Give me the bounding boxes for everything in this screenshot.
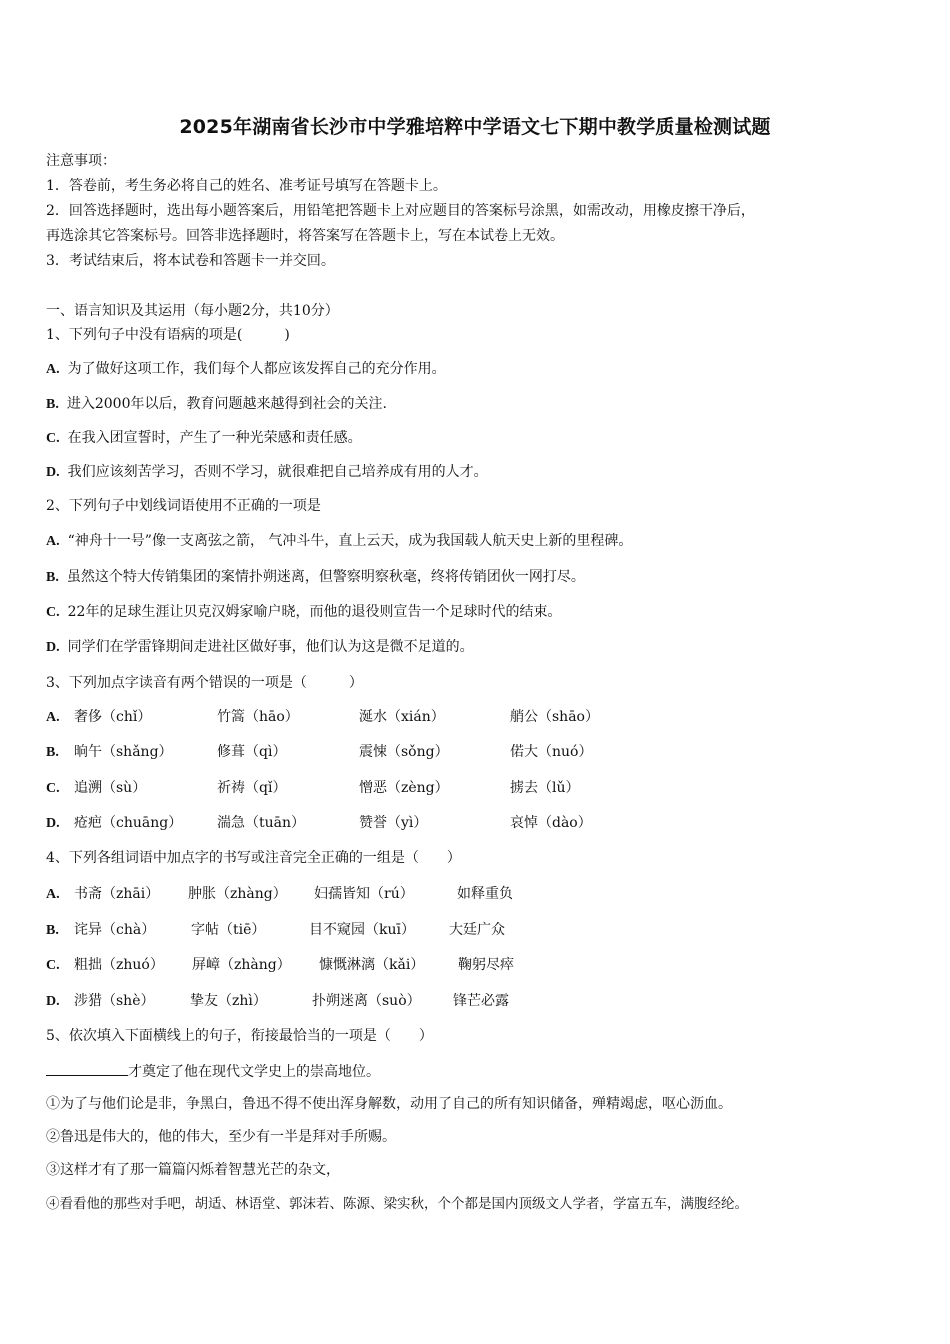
option-label: B. bbox=[46, 923, 59, 938]
q3-d-cell-3: 赞誉（yì） bbox=[359, 815, 428, 831]
option-text: 在我入团宣誓时，产生了一种光荣感和责任感。 bbox=[67, 430, 362, 446]
option-label: C. bbox=[46, 605, 60, 620]
note-2b: 再选涂其它答案标号。回答非选择题时，将答案写在答题卡上，写在本试卷上无效。 bbox=[46, 228, 564, 244]
q3-b-cell-4: 偌大（nuó） bbox=[510, 744, 593, 760]
q4-a-cell-3: 妇孺皆知（rú） bbox=[314, 886, 414, 902]
q4-b-cell-2: 字帖（tiē） bbox=[191, 922, 266, 938]
q3-d-cell-4: 哀悼（dào） bbox=[510, 815, 592, 831]
q4-d-cell-4: 锋芒必露 bbox=[453, 993, 509, 1009]
q1-option-a bbox=[46, 359, 446, 380]
q3-a-cell-4: 艄公（shāo） bbox=[510, 709, 599, 725]
option-label: A. bbox=[46, 362, 60, 377]
note-3: 3．考试结束后，将本试卷和答题卡一并交回。 bbox=[46, 253, 335, 269]
q4-c-cell-3: 慷慨淋漓（kǎi） bbox=[319, 957, 425, 973]
q4-option-d bbox=[46, 991, 606, 1011]
q2-option-c bbox=[46, 602, 561, 623]
option-label: A. bbox=[46, 710, 60, 725]
option-label: C. bbox=[46, 431, 60, 446]
q2-option-b bbox=[46, 567, 585, 588]
option-label: B. bbox=[46, 570, 59, 585]
q3-a-cell-2: 竹篙（hāo） bbox=[217, 709, 299, 725]
q5-sentence-3: ③这样才有了那一篇篇闪烁着智慧光芒的杂文， bbox=[46, 1162, 340, 1178]
question-2-stem: 2、下列句子中划线词语使用不正确的一项是 bbox=[46, 498, 321, 514]
question-3-stem: 3、下列加点字读音有两个错误的一项是（ ） bbox=[46, 675, 363, 691]
section-heading: 一、语言知识及其运用（每小题2分，共10分） bbox=[46, 303, 339, 319]
q1-option-b bbox=[46, 394, 387, 415]
page-title: 2025年湖南省长沙市中学雅培粹中学语文七下期中教学质量检测试题 bbox=[179, 116, 771, 138]
q3-c-cell-4: 掳去（lǔ） bbox=[510, 780, 580, 796]
q4-c-cell-4: 鞠躬尽瘁 bbox=[458, 957, 514, 973]
fill-blank bbox=[46, 1061, 128, 1076]
q5-sentence-2: ②鲁迅是伟大的，他的伟大，至少有一半是拜对手所赐。 bbox=[46, 1129, 396, 1145]
option-label: C. bbox=[46, 781, 60, 796]
q4-option-b bbox=[46, 920, 606, 940]
q5-sentence-4: ④看看他的那些对手吧，胡适、林语堂、郭沫若、陈源、梁实秋，个个都是国内顶级文人学者，学富五车，满腹经纶。 bbox=[46, 1196, 748, 1212]
q3-b-cell-1: 晌午（shǎng） bbox=[74, 744, 173, 760]
option-text: 虽然这个特大传销集团的案情扑朔迷离，但警察明察秋毫，终将传销团伙一网打尽。 bbox=[66, 569, 585, 585]
q3-a-cell-1: 奢侈（chǐ） bbox=[74, 709, 152, 725]
q4-a-cell-1: 书斋（zhāi） bbox=[74, 886, 160, 902]
q4-c-cell-1: 粗拙（zhuó） bbox=[74, 957, 164, 973]
q4-option-a bbox=[46, 884, 606, 904]
q3-d-cell-2: 湍急（tuān） bbox=[217, 815, 306, 831]
q3-c-cell-2: 祈祷（qǐ） bbox=[217, 780, 287, 796]
q3-option-d bbox=[46, 813, 646, 833]
fill-text: 才奠定了他在现代文学史上的崇高地位。 bbox=[128, 1064, 380, 1080]
q4-d-cell-1: 涉猎（shè） bbox=[74, 993, 155, 1009]
q4-d-cell-2: 挚友（zhì） bbox=[190, 993, 267, 1009]
q3-b-cell-2: 修葺（qì） bbox=[217, 744, 287, 760]
q4-a-cell-4: 如释重负 bbox=[457, 886, 513, 902]
q2-option-a bbox=[46, 531, 632, 552]
option-label: D. bbox=[46, 994, 60, 1009]
option-label: D. bbox=[46, 816, 60, 831]
q4-d-cell-3: 扑朔迷离（suò） bbox=[312, 993, 421, 1009]
q1-option-c bbox=[46, 428, 362, 449]
q4-option-c bbox=[46, 955, 606, 975]
note-1: 1．答卷前，考生务必将自己的姓名、准考证号填写在答题卡上。 bbox=[46, 178, 447, 194]
option-label: D. bbox=[46, 640, 60, 655]
option-text: 22年的足球生涯让贝克汉姆家喻户晓，而他的退役则宣告一个足球时代的结束。 bbox=[67, 604, 562, 620]
question-1-stem: 1、下列句子中没有语病的项是( ) bbox=[46, 327, 290, 343]
q3-c-cell-1: 追溯（sù） bbox=[74, 780, 147, 796]
option-label: B. bbox=[46, 745, 59, 760]
option-text: “神舟十一号”像一支离弦之箭， 气冲斗牛，直上云天，成为我国载人航天史上新的里程碑。 bbox=[67, 533, 633, 549]
option-label: D. bbox=[46, 465, 60, 480]
q4-a-cell-2: 肿胀（zhàng） bbox=[188, 886, 287, 902]
q3-b-cell-3: 震悚（sǒng） bbox=[359, 744, 449, 760]
option-label: B. bbox=[46, 397, 59, 412]
option-text: 为了做好这项工作，我们每个人都应该发挥自己的充分作用。 bbox=[67, 361, 446, 377]
q4-c-cell-2: 屏嶂（zhàng） bbox=[192, 957, 291, 973]
option-text: 我们应该刻苦学习，否则不学习，就很难把自己培养成有用的人才。 bbox=[67, 464, 488, 480]
question-5-stem: 5、依次填入下面横线上的句子，衔接最恰当的一项是（ ） bbox=[46, 1028, 433, 1044]
q5-sentence-1: ①为了与他们论是非，争黑白，鲁迅不得不使出浑身解数，动用了自己的所有知识储备，殚精竭虑，呕心沥血。 bbox=[46, 1096, 732, 1112]
option-label: A. bbox=[46, 887, 60, 902]
option-text: 进入2000年以后，教育问题越来越得到社会的关注. bbox=[66, 396, 387, 412]
q1-option-d bbox=[46, 462, 488, 483]
q4-b-cell-3: 目不窥园（kuī） bbox=[309, 922, 415, 938]
q3-c-cell-3: 憎恶（zèng） bbox=[359, 780, 449, 796]
q4-b-cell-4: 大廷广众 bbox=[449, 922, 505, 938]
notes-heading: 注意事项： bbox=[46, 153, 116, 169]
q5-fill-line bbox=[46, 1061, 380, 1082]
note-2a: 2．回答选择题时，选出每小题答案后，用铅笔把答题卡上对应题目的答案标号涂黑，如需改动，用橡皮擦干净后， bbox=[46, 203, 755, 219]
q3-a-cell-3: 涎水（xián） bbox=[359, 709, 445, 725]
q3-option-b bbox=[46, 742, 646, 762]
q4-b-cell-1: 诧异（chà） bbox=[74, 922, 156, 938]
q3-option-a bbox=[46, 707, 646, 727]
q2-option-d bbox=[46, 637, 474, 658]
q3-d-cell-1: 疮疤（chuāng） bbox=[74, 815, 183, 831]
option-label: A. bbox=[46, 534, 60, 549]
option-label: C. bbox=[46, 958, 60, 973]
option-text: 同学们在学雷锋期间走进社区做好事，他们认为这是微不足道的。 bbox=[67, 639, 474, 655]
question-4-stem: 4、下列各组词语中加点字的书写或注音完全正确的一组是（ ） bbox=[46, 850, 461, 866]
q3-option-c bbox=[46, 778, 646, 798]
